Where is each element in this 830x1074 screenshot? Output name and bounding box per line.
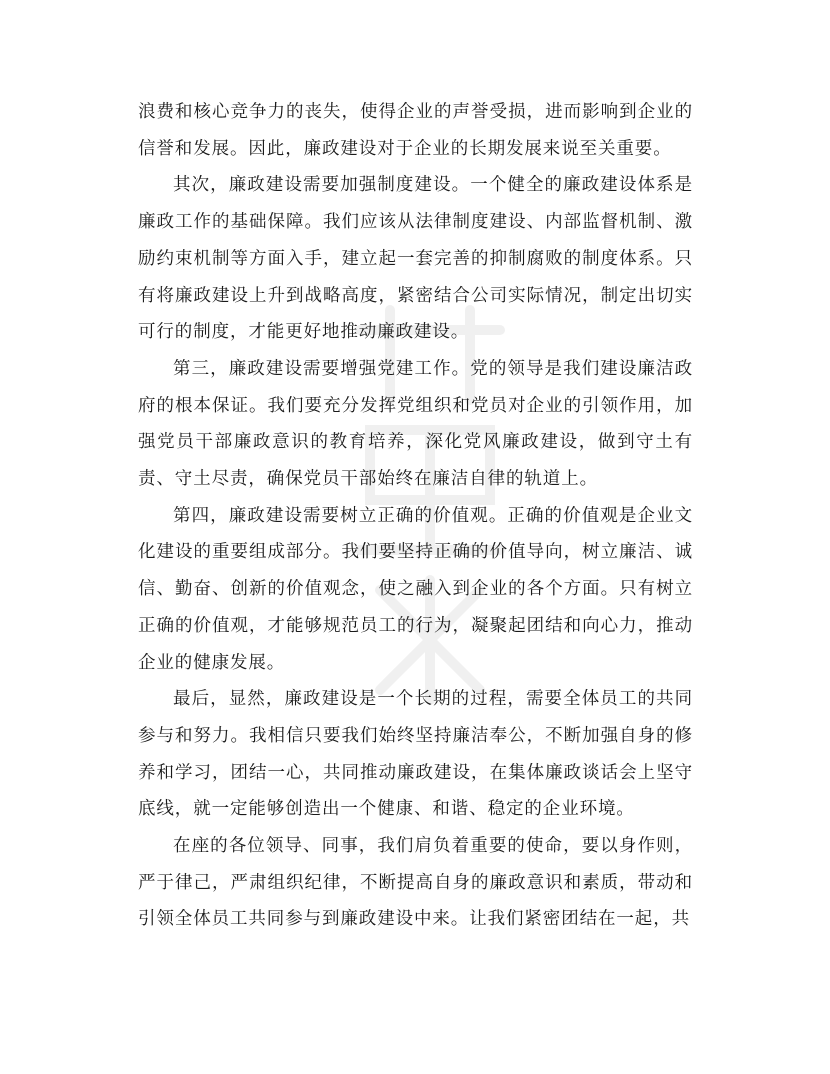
paragraph-closing: 在座的各位领导、同事，我们肩负着重要的使命，要以身作则，严于律己，严肃组织纪律，不断提高自身的廉政意识和素质，带动和引领全体员工共同参与到廉政建设中来。让我们紧密团结在一起，共 <box>138 836 693 930</box>
body-text <box>138 94 693 938</box>
paragraph-third: 第三，廉政建设需要增强党建工作。党的领导是我们建设廉洁政府的根本保证。我们要充分发挥党组织和党员对企业的引领作用，加强党员干部廉政意识的教育培养，深化党风廉政建设，做到守土有责、守土尽责，确保党员干部始终在廉洁自律的轨道上。 <box>138 358 693 490</box>
paragraph-finally: 最后，显然，廉政建设是一个长期的过程，需要全体员工的共同参与和努力。我相信只要我们始终坚持廉洁奉公，不断加强自身的修养和学习，团结一心，共同推动廉政建设，在集体廉政谈话会上坚守底线，就一定能够创造出一个健康、和谐、稳定的企业环境。 <box>138 689 693 820</box>
paragraph-second: 其次，廉政建设需要加强制度建设。一个健全的廉政建设体系是廉政工作的基础保障。我们应该从法律制度建设、内部监督机制、激励约束机制等方面入手，建立起一套完善的抑制腐败的制度体系。只有将廉政建设上升到战略高度，紧密结合公司实际情况，制定出切实可行的制度，才能更好地推动廉政建设。 <box>138 175 693 343</box>
paragraph-fourth: 第四，廉政建设需要树立正确的价值观。正确的价值观是企业文化建设的重要组成部分。我们要坚持正确的价值导向，树立廉洁、诚信、勤奋、创新的价值观念，使之融入到企业的各个方面。只有树立正确的价值观，才能够规范员工的行为，凝聚起团结和向心力，推动企业的健康发展。 <box>138 505 693 673</box>
paragraph-continuation: 浪费和核心竞争力的丧失，使得企业的声誉受损，进而影响到企业的信誉和发展。因此，廉政建设对于企业的长期发展来说至关重要。 <box>138 102 693 159</box>
